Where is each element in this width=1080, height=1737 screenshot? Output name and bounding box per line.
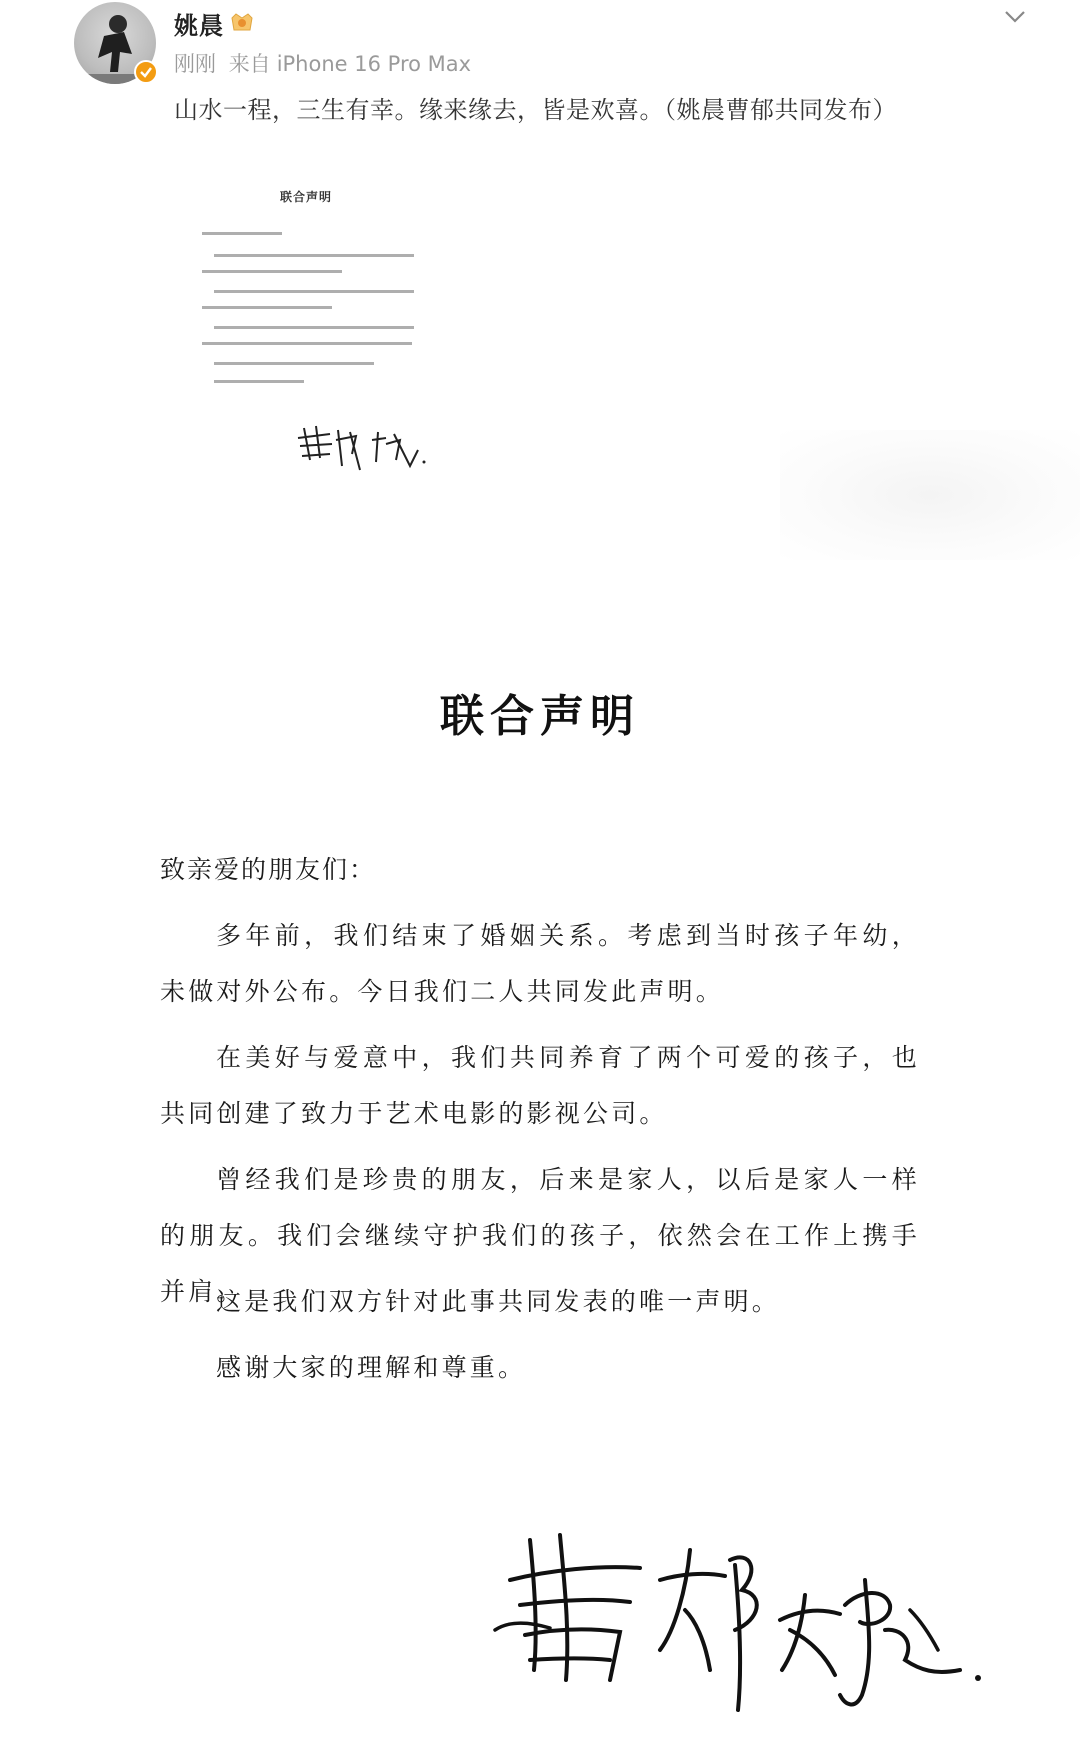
thumbnail-text-line	[202, 232, 282, 235]
statement-salutation: 致亲爱的朋友们：	[160, 855, 377, 884]
statement-paragraph: 感谢大家的理解和尊重。	[216, 1353, 527, 1382]
post-text: 山水一程，三生有幸。缘来缘去，皆是欢喜。（姚晨曹郁共同发布）	[174, 96, 897, 124]
statement-title: 联合声明	[440, 691, 640, 742]
statement-paragraph: 曾经我们是珍贵的朋友，后来是家人，以后是家人一样的朋友。我们会继续守护我们的孩子，依然会在工作上携手并肩。	[160, 1165, 920, 1306]
statement-paragraph: 在美好与爱意中，我们共同养育了两个可爱的孩子，也共同创建了致力于艺术电影的影视公司。	[160, 1043, 920, 1128]
level-badge-icon	[228, 10, 256, 34]
thumbnail-signature	[290, 410, 430, 480]
post-source-prefix: 来自	[228, 52, 271, 76]
thumbnail-text-line	[214, 326, 414, 329]
statement-paragraph: 这是我们双方针对此事共同发表的唯一声明。	[216, 1287, 781, 1316]
statement-thumbnail[interactable]	[180, 170, 440, 480]
verified-badge-icon	[134, 60, 158, 84]
chevron-down-icon[interactable]	[1000, 4, 1030, 28]
background-smudge	[780, 430, 1080, 560]
thumbnail-text-line	[214, 290, 414, 293]
post-meta	[174, 48, 477, 78]
thumbnail-text-line	[214, 362, 374, 365]
handwritten-signature	[490, 1510, 990, 1720]
username[interactable]: 姚晨	[174, 12, 224, 40]
thumbnail-text-line	[214, 380, 304, 383]
thumbnail-text-line	[202, 270, 342, 273]
post-device: iPhone 16 Pro Max	[276, 52, 472, 76]
thumbnail-title: 联合声明	[280, 190, 333, 204]
statement-paragraph: 多年前，我们结束了婚姻关系。考虑到当时孩子年幼，未做对外公布。今日我们二人共同发此声明。	[160, 921, 920, 1006]
thumbnail-text-line	[214, 254, 414, 257]
thumbnail-text-line	[202, 342, 412, 345]
post-time: 刚刚	[174, 52, 216, 76]
post-header	[0, 0, 1080, 130]
thumbnail-text-line	[202, 306, 332, 309]
